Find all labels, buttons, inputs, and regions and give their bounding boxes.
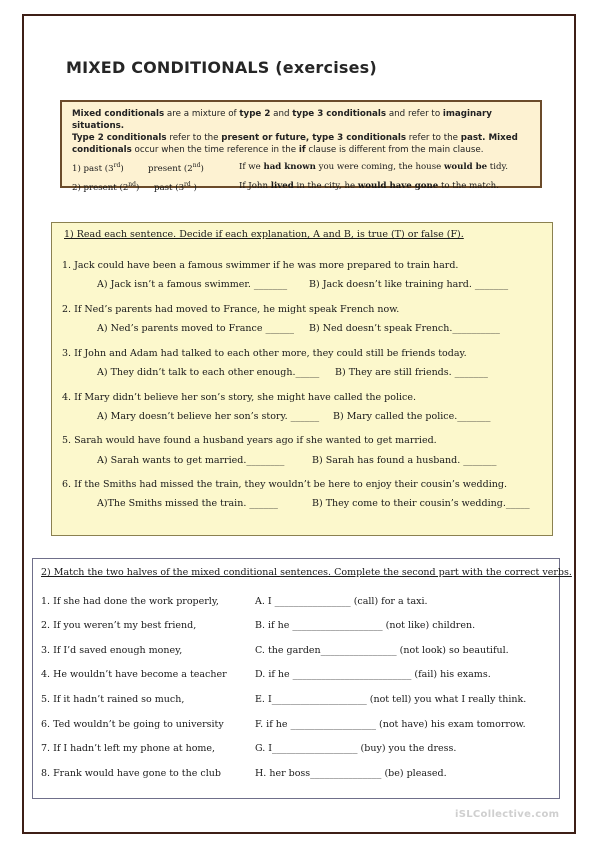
intro-example-2 [72,181,530,194]
intro-text: are a mixture of [164,109,240,119]
label-text: present (2 [148,163,193,174]
match-right-h[interactable]: H. her boss_______________ (be) pleased. [255,768,447,779]
label-text: 1) past (3 [72,163,114,174]
watermark-logo: iSLCollective.com [455,809,560,820]
match-right-b[interactable]: B. if he ___________________ (not like) children. [255,620,476,631]
term-past: past. [460,133,486,143]
term-imaginary: imaginary situations. [72,109,492,131]
question-5-option-a[interactable]: A) Sarah wants to get married.________ [97,455,285,466]
sentence-bold: would have gone [357,181,439,191]
match-right-c[interactable]: C. the garden________________ (not look) so beautiful. [255,645,509,656]
match-left-7: 7. If I hadn’t left my phone at home, [41,743,216,754]
intro-line-3 [72,144,530,156]
question-6-option-b[interactable]: B) They come to their cousin’s wedding._____ [312,498,530,509]
question-4: 4. If Mary didn’t believe her son’s story, she might have called the police. [62,392,417,403]
intro-example-1 [72,162,530,175]
intro-text: refer to the [166,133,222,143]
match-right-e[interactable]: E. I____________________ (not tell) you what I really think. [255,694,527,705]
page-title: MIXED CONDITIONALS (exercises) [66,58,377,77]
label-text: ) [120,163,124,174]
exercise-1-heading: 1) Read each sentence. Decide if each explanation, A and B, is true (T) or false (F). [64,229,464,240]
term-type3: type 3 conditionals [292,109,387,119]
intro-text: refer to the [406,133,461,143]
intro-text: occur when the time reference in the [131,145,299,155]
intro-box [60,100,542,193]
label-text: ) [136,182,140,193]
exercise-1-box [51,222,553,536]
question-4-option-b[interactable]: B) Mary called the police._______ [333,411,491,422]
superscript: rd [113,162,121,169]
intro-text: and refer to [386,109,443,119]
question-3: 3. If John and Adam had talked to each other more, they could still be friends today. [62,348,467,359]
question-2: 2. If Ned’s parents had moved to France, he might speak French now. [62,304,400,315]
term-mixed: Mixed [485,133,518,143]
example-label-2 [148,162,204,174]
match-right-a[interactable]: A. I ________________ (call) for a taxi. [255,596,428,607]
superscript: nd [128,181,137,188]
match-left-2: 2. If you weren’t my best friend, [41,620,197,631]
superscript: rd [184,181,191,188]
question-4-option-a[interactable]: A) Mary doesn’t believe her son’s story. ______ [97,411,320,422]
match-right-f[interactable]: F. if he __________________ (not have) his exam tomorrow. [255,719,526,730]
term-present-future: present or future, [221,133,310,143]
match-left-5: 5. If it hadn’t rained so much, [41,694,185,705]
question-2-option-b[interactable]: B) Ned doesn’t speak French.__________ [309,323,500,334]
question-5-option-b[interactable]: B) Sarah has found a husband. _______ [312,455,497,466]
question-1-option-b[interactable]: B) Jack doesn’t like training hard. _______ [309,279,509,290]
example-label [72,162,124,174]
term-type2-conditionals: Type 2 conditionals [72,133,167,143]
example-label-2 [154,181,197,193]
sentence-text: tidy. [487,162,508,172]
sentence-text: in the city, he [293,181,358,191]
match-left-3: 3. If I’d saved enough money, [41,645,183,656]
match-right-d[interactable]: D. if he _________________________ (fail) his exams. [255,669,491,680]
question-3-option-b[interactable]: B) They are still friends. _______ [335,367,488,378]
exercise-2-heading: 2) Match the two halves of the mixed conditional sentences. Complete the second part with the correct verbs. [41,567,572,578]
question-3-option-a[interactable]: A) They didn’t talk to each other enough._____ [97,367,320,378]
label-text: ) [200,163,204,174]
sentence-text: to the match. [438,181,499,191]
intro-text: and [270,109,293,119]
term-mixed-conditionals: Mixed conditionals [72,109,165,119]
intro-line-2 [72,132,530,144]
term-if: if [298,145,306,155]
label-text: ) [190,182,197,193]
match-left-1: 1. If she had done the work properly, [41,596,219,607]
match-right-g[interactable]: G. I__________________ (buy) you the dress. [255,743,457,754]
intro-text: clause is different from the main clause. [305,145,484,155]
term-type3-conditionals: type 3 conditionals [309,133,407,143]
question-1: 1. Jack could have been a famous swimmer if he was more prepared to train hard. [62,260,459,271]
sentence-bold: would be [443,162,488,172]
intro-line-1 [72,108,530,132]
term-conditionals: conditionals [72,145,132,155]
example-sentence [239,181,499,191]
term-type2: type 2 [239,109,271,119]
label-text: past (3 [154,182,185,193]
match-left-6: 6. Ted wouldn’t be going to university [41,719,224,730]
example-sentence [239,162,508,172]
match-left-4: 4. He wouldn’t have become a teacher [41,669,227,680]
superscript: nd [192,162,201,169]
sentence-text: If John [239,181,271,191]
exercise-2-box [32,558,572,799]
match-left-8: 8. Frank would have gone to the club [41,768,221,779]
sentence-text: If we [239,162,264,172]
example-label [72,181,139,193]
question-6: 6. If the Smiths had missed the train, they wouldn’t be here to enjoy their cousin’s wedding. [62,479,507,490]
question-5: 5. Sarah would have found a husband years ago if she wanted to get married. [62,435,437,446]
question-2-option-a[interactable]: A) Ned’s parents moved to France ______ [97,323,295,334]
label-text: 2) present (2 [72,182,129,193]
sentence-bold: had known [263,162,316,172]
sentence-bold: lived [270,181,294,191]
question-1-option-a[interactable]: A) Jack isn’t a famous swimmer. _______ [97,279,288,290]
question-6-option-a[interactable]: A)The Smiths missed the train. ______ [97,498,278,509]
sentence-text: you were coming, the house [315,162,444,172]
